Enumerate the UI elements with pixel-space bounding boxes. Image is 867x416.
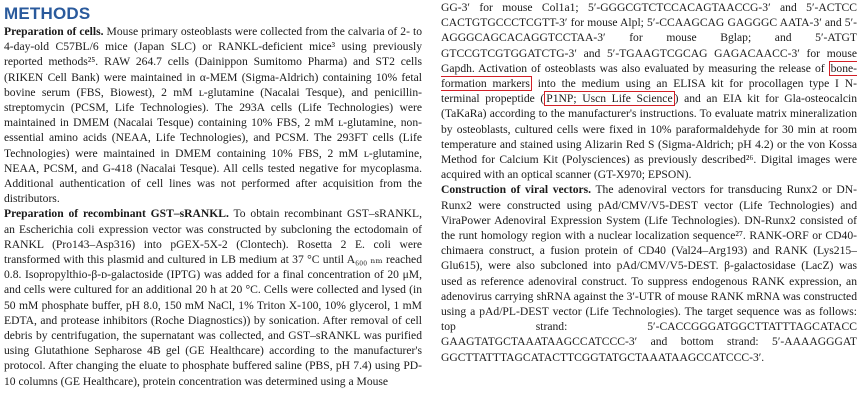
paragraph-recombinant-gst-srankl [4, 206, 422, 388]
paragraph-body: Mouse primary osteoblasts were collected from the calvaria of 2- to 4-day-old C57BL/6 mice (Japan SLC) or RANKL-deficient mice³ using previously reported methods²⁵. RAW 264.7 cells (Dainippon Sumitomo Pharma) and ST2 cells (RIKEN Cell Bank) were maintained in α-MEM (Sigma-Aldrich) containing 10% fetal bovine serum (FBS, Biowest), 2 mM ʟ-glutamine (Nacalai Tesque), and penicillin-streptomycin (PCSM, Life Technologies). The 293A cells (Life Technologies) were maintained in DMEM (Nacalai Tesque) containing 10% FBS, 2 mM ʟ-glutamine, non-essential amino acids (NEAA, Life Technologies), and PCSM. The 293FT cells (Life Technologies) were maintained in DMEM containing 10% FBS, 2 mM ʟ-glutamine, NEAA, PCSM, and G-418 (Nacalai Tesque). All cells tested negative for mycoplasma. Additional authentication of cell lines was not performed after acquisition from the distributors. [4, 25, 422, 206]
left-column [4, 0, 422, 416]
highlighted-term-p1np: P1NP; Uscn Life Science [546, 92, 673, 106]
paragraph-text: into the medium using an ELISA kit for procollagen type I N-terminal propeptide ( [441, 77, 857, 106]
paragraph-body: The adenoviral vectors for transducing Runx2 or DN-Runx2 were constructed using pAd/CMV/V5-DEST vector (Life Technologies) and ViraPower Adenoviral Expression System (Life Technologies). DN-Runx2 consisted of the runt homology region with a nuclear localization sequence²⁷. RANK-ORF or CD40-chimaera construct, a fusion protein of CD40 (Val24–Arg193) and RANK (Lys215–Glu615), were also subcloned into pAd/CMV/V5-DEST. β-galactosidase (LacZ) was used as reference adenoviral construct. To suppress endogenous RANK expression, an adenovirus carrying shRNA against the 3′-UTR of mouse RANK mRNA was constructed using a pAd/PL-DEST vector (Life Technologies). The target sequence was as follows: top strand: 5′-CACCGGGATGGCTTATTTAGCATACC GAAGTATGCTAAATAAGCCATCCC-3′ and bottom strand: 5′-AAAAGGGAT GGCTTATTTAGCATACTTCGGTATGCTAAATAAGCCATCCC-3′. [441, 183, 857, 364]
paragraph-title: Preparation of cells. [4, 25, 104, 38]
paragraph-title: Construction of viral vectors. [441, 183, 592, 197]
paragraph-viral-vectors [441, 182, 857, 364]
paragraph-text: ) and an EIA kit for Gla-osteocalcin (TaKaRa) according to the manufacturer's instructions. To evaluate matrix mineralization by osteoblasts, cultured cells were fixed in 10% paraformaldehyde for 30 min at room temperature and stained using Alizarin Red S (Sigma-Aldrich; pH 4.2) or the von Kossa Method for Calcium Kit (Polysciences) as previously described²⁶. Digital images were acquired with an optical scanner (GT-X970; EPSON). [441, 92, 857, 182]
right-column [441, 0, 857, 416]
paragraph-body: To obtain recombinant GST–sRANKL, an Escherichia coli expression vector was constructed by subcloning the ectodomain of RANKL (Pro143–Asp316) into pGEX-5X-2 (Clontech). Rosetta 2 E. coli were transformed with this plasmid and cultured in LB medium at 37 °C until A₆₀₀ ₙₘ reached 0.8. Isopropylthio-β-ᴅ-galactoside (IPTG) was added for a final concentration of 20 μM, and cells were cultured for an additional 20 h at 20 °C. Cells were collected and lysed (in 50 mM phosphate buffer, pH 8.0, 150 mM NaCl, 1% Triton X-100, 10% glycerol, 1 mM EDTA, and protease inhibitors (Roche Diagnostics)) by sonication. After removal of cell debris by centrifugation, the supernatant was collected, and GST–sRANKL was purified using Glutathione Sepharose 4B gel (GE Healthcare) according to the manufacturer's protocol. After changing the eluate to phosphate buffered saline (PBS, pH 7.4) using PD-10 columns (GE Healthcare), protein concentration was determined using a Mouse [4, 207, 422, 388]
highlighted-term-bone-formation-markers: bone-formation markers [441, 61, 857, 91]
paragraph-text: GG-3′ for mouse Col1a1; 5′-GGGCGTCTCCACAGTAACCG-3′ and 5′-ACTCC CACTGTGCCCTCGTT-3′ for mouse Alpl; 5′-CCAAGCAG GAGGGC AATA-3′ and 5′-AGGGCAGCACAGGTCCTAA-3′ for mouse Bglap; and 5′-ATGT GTCCGTCGTGGATCTG-3′ and 5′-TGAAGTCGCAG GAGACAACC-3′ for mouse Gapdh. Activation of osteoblasts was also evaluated by measuring the release of [441, 1, 857, 75]
section-heading: METHODS [4, 4, 91, 23]
paragraph-title: Preparation of recombinant GST–sRANKL. [4, 207, 229, 221]
paragraph-osteoblast-activation [441, 0, 857, 182]
paragraph-preparation-of-cells [4, 24, 422, 206]
